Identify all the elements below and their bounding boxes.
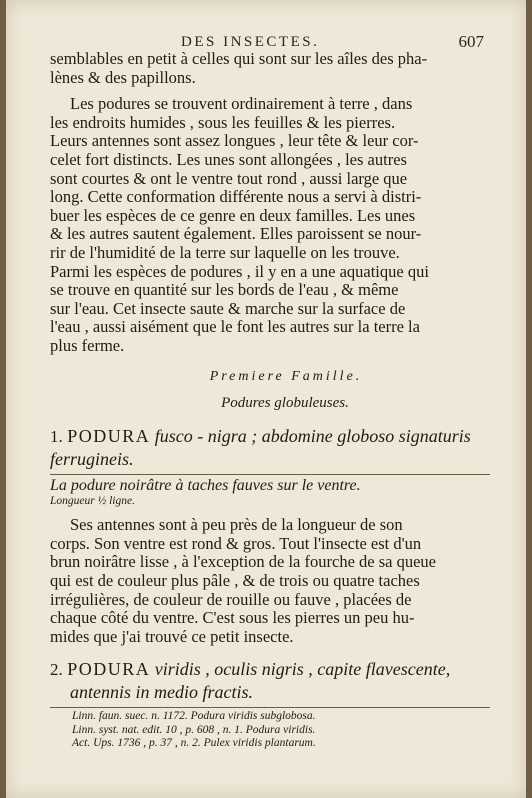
latin-diagnosis-continued: ferrugineis.	[50, 448, 134, 469]
latin-diagnosis-continued: antennis in medio fractis.	[70, 682, 253, 703]
text-line: semblables en petit à celles qui sont sur les aîles des pha-	[50, 49, 428, 68]
text-line: irrégulières, de couleur de rouille ou fauve , placées de	[50, 589, 412, 609]
species-1-heading	[50, 425, 492, 448]
text-line: corps. Son ventre est rond & gros. Tout l'insecte est d'un	[50, 533, 422, 553]
species-number: 1.	[50, 426, 63, 446]
page-number: 607	[458, 32, 484, 51]
latin-diagnosis: fusco - nigra ; abdomine globoso signaturis	[154, 425, 471, 446]
family-subheading: Podures globuleuses.	[221, 395, 349, 412]
text-line: celet fort distincts. Les unes sont allongées , les autres	[50, 149, 407, 169]
text-line: & les autres sautent également. Elles paroissent se nour-	[50, 224, 422, 244]
divider-rule	[50, 474, 490, 475]
reference-line: Act. Ups. 1736 , p. 37 , n. 2. Pulex viridis plantarum.	[72, 737, 316, 750]
text-line: Leurs antennes sont assez longues , leur tête & leur cor-	[50, 131, 419, 151]
page-body	[50, 50, 492, 751]
text-line: l'eau , aussi aisément que le font les autres sur la terre la	[50, 317, 420, 337]
text-line: chaque côté du ventre. C'est sous les pierres un peu hu-	[50, 608, 415, 628]
text-line: Ses antennes sont à peu près de la longueur de son	[70, 515, 403, 535]
text-line: Les podures se trouvent ordinairement à terre , dans	[70, 94, 413, 114]
species-2-entry	[50, 658, 492, 751]
text-line: sur l'eau. Cet insecte saute & marche sur la surface de	[50, 298, 406, 318]
text-line: mides que j'ai trouvé ce petit insecte.	[50, 626, 294, 646]
paragraph-continuation	[50, 50, 492, 87]
french-common-name: La podure noirâtre à taches fauves sur le ventre.	[50, 476, 361, 494]
text-line: qui est de couleur plus pâle , & de trois ou quatre taches	[50, 571, 420, 591]
divider-rule	[50, 707, 490, 708]
species-2-heading	[50, 658, 492, 681]
reference-line: Linn. faun. suec. n. 1172. Podura viridis subglobosa.	[72, 710, 316, 723]
size-note: Longueur ½ ligne.	[50, 495, 135, 508]
text-line: brun noirâtre lisse , à l'exception de la fourche de sa queue	[50, 552, 436, 572]
latin-diagnosis: viridis , oculis nigris , capite flavescente,	[154, 659, 451, 680]
text-line: se trouve en quantité sur les bords de l'eau , & même	[50, 280, 399, 300]
text-line: lènes & des papillons.	[50, 67, 196, 87]
genus-name: PODURA	[67, 659, 151, 680]
text-line: buer les espèces de ce genre en deux familles. Les unes	[50, 205, 416, 225]
species-1-description	[50, 516, 492, 646]
running-title: DES INSECTES.	[181, 34, 320, 50]
genus-name: PODURA	[67, 425, 151, 446]
book-page	[6, 0, 526, 798]
reference-line: Linn. syst. nat. edit. 10 , p. 608 , n. 1. Podura viridis.	[72, 723, 316, 736]
text-line: plus ferme.	[50, 335, 125, 355]
references-list	[50, 710, 492, 751]
species-number: 2.	[50, 660, 63, 680]
text-line: les endroits humides , sous les feuilles & les pierres.	[50, 112, 396, 132]
text-line: sont courtes & ont le ventre tout rond , aussi large que	[50, 168, 408, 188]
text-line: rir de l'humidité de la terre sur laquelle on les trouve.	[50, 242, 400, 262]
family-heading: Premiere Famille.	[209, 368, 363, 384]
text-line: Parmi les espèces de podures , il y en a une aquatique qui	[50, 261, 429, 281]
paragraph-podures-intro	[50, 95, 492, 355]
species-1-entry	[50, 425, 492, 647]
text-line: long. Cette conformation différente nous a servi à distri-	[50, 187, 422, 207]
